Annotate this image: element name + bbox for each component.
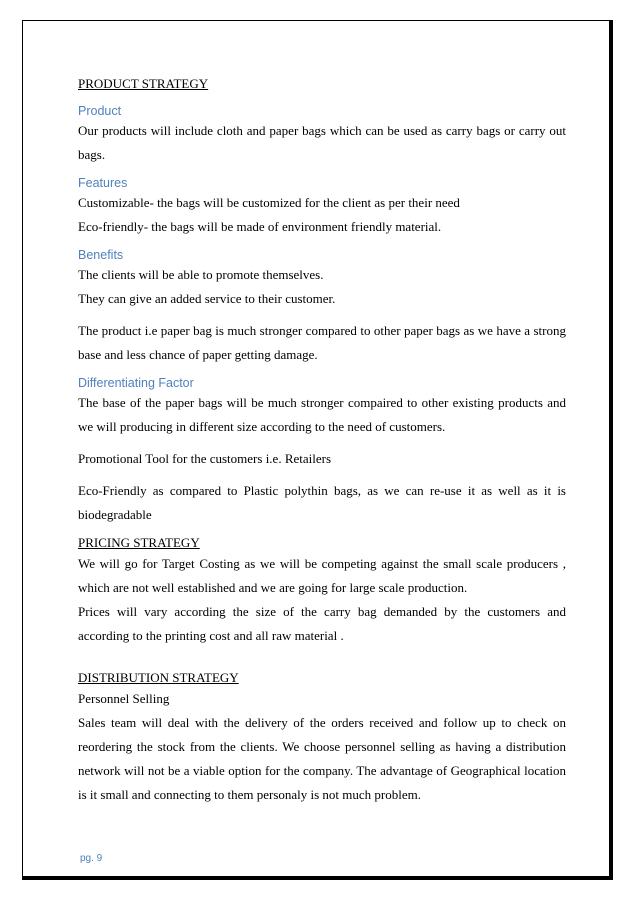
document-body: [78, 74, 566, 807]
feature-line-eco-friendly: Eco-friendly- the bags will be made of environment friendly material.: [78, 219, 442, 234]
benefit-line-promote: The clients will be able to promote themselves.: [78, 267, 324, 282]
benefits-paragraph: The product i.e paper bag is much stronger compared to other paper bags as we have a strong base and less chance of paper getting damage.: [78, 323, 566, 362]
benefits-subheading: Benefits: [78, 248, 124, 262]
feature-line-customizable: Customizable- the bags will be customized for the client as per their need: [78, 195, 460, 210]
pricing-paragraph-1: We will go for Target Costing as we will be competing against the small scale producers , which are not well established and we are going for large scale production.: [78, 556, 566, 595]
distribution-paragraph: Sales team will deal with the delivery of the orders received and follow up to check on reordering the stock from the clients. We choose personnel selling as having a distribution network will not be a viable option for the company. The advantage of Geographical location is it small and connecting to them personaly is not much problem.: [78, 715, 566, 802]
differentiating-paragraph-1: The base of the paper bags will be much stronger compaired to other existing products and we will producing in different size according to the need of customers.: [78, 395, 566, 434]
product-paragraph: Our products will include cloth and paper bags which can be used as carry bags or carry out bags.: [78, 123, 566, 162]
differentiating-paragraph-2: Promotional Tool for the customers i.e. Retailers: [78, 451, 332, 466]
benefit-line-service: They can give an added service to their customer.: [78, 291, 336, 306]
page-number: pg. 9: [80, 853, 103, 864]
distribution-subheading: Personnel Selling: [78, 691, 170, 706]
features-subheading: Features: [78, 176, 128, 190]
differentiating-paragraph-3: Eco-Friendly as compared to Plastic polythin bags, as we can re-use it as well as it is biodegradable: [78, 483, 566, 522]
pricing-paragraph-2: Prices will vary according the size of the carry bag demanded by the customers and according to the printing cost and all raw material .: [78, 604, 566, 643]
product-strategy-heading: PRODUCT STRATEGY: [78, 76, 209, 91]
distribution-strategy-heading: DISTRIBUTION STRATEGY: [78, 670, 239, 685]
product-subheading: Product: [78, 104, 122, 118]
pricing-strategy-heading: PRICING STRATEGY: [78, 535, 200, 550]
differentiating-factor-subheading: Differentiating Factor: [78, 376, 194, 390]
